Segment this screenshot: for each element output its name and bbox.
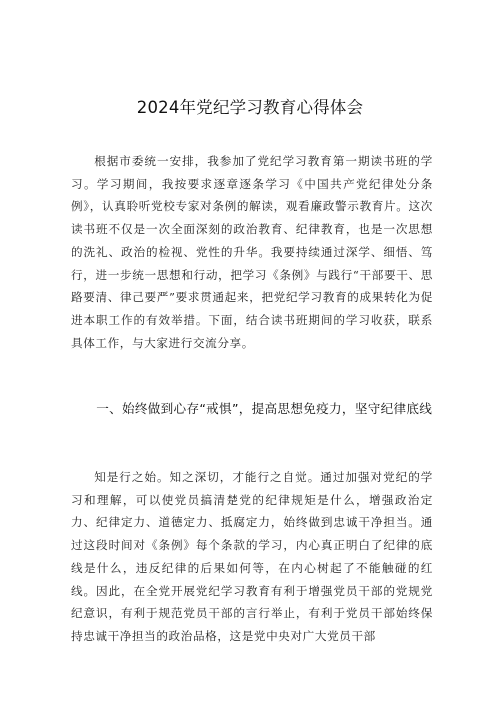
section-heading: 一、始终做到心存“戒惧”，提高思想免疫力，坚守纪律底线 — [96, 401, 433, 416]
intro-paragraph: 根据市委统一安排，我参加了党纪学习教育第一期读书班的学习。学习期间，我按要求逐章逐条学习《中国共产党纪律处分条例》，认真聆听党校专家对条例的解读，观看廉政警示教育片。这次读书班不仅是一次全面深刻的政治教育、纪律教育，也是一次思想的洗礼、政治的检视、党性的升华。我要持续通过深学、细悟、笃行，进一步统一思想和行动，把学习《条例》与践行“干部要干、思路要清、律己要严”要求贯通起来，把党纪学习教育的成果转化为促进本职工作的有效举措。下面，结合读书班期间的学习收获，联系具体工作，与大家进行交流分享。 — [71, 154, 433, 350]
document-title: 2024年党纪学习教育心得体会 — [136, 98, 364, 117]
body-paragraph: 知是行之始。知之深切，才能行之自觉。通过加强对党纪的学习和理解，可以使党员搞清楚党的纪律规矩是什么，增强政治定力、纪律定力、道德定力、抵腐定力，始终做到忠诚干净担当。通过这段时间对《条例》每个条款的学习，内心真正明白了纪律的底线是什么，违反纪律的后果如何等，在内心树起了不能触碰的红线。因此，在全党开展党纪学习教育有利于增强党员干部的党规党纪意识，有利于规范党员干部的言行举止，有利于党员干部始终保持忠诚干净担当的政治品格，这是党中央对广大党员干部 — [71, 470, 433, 643]
